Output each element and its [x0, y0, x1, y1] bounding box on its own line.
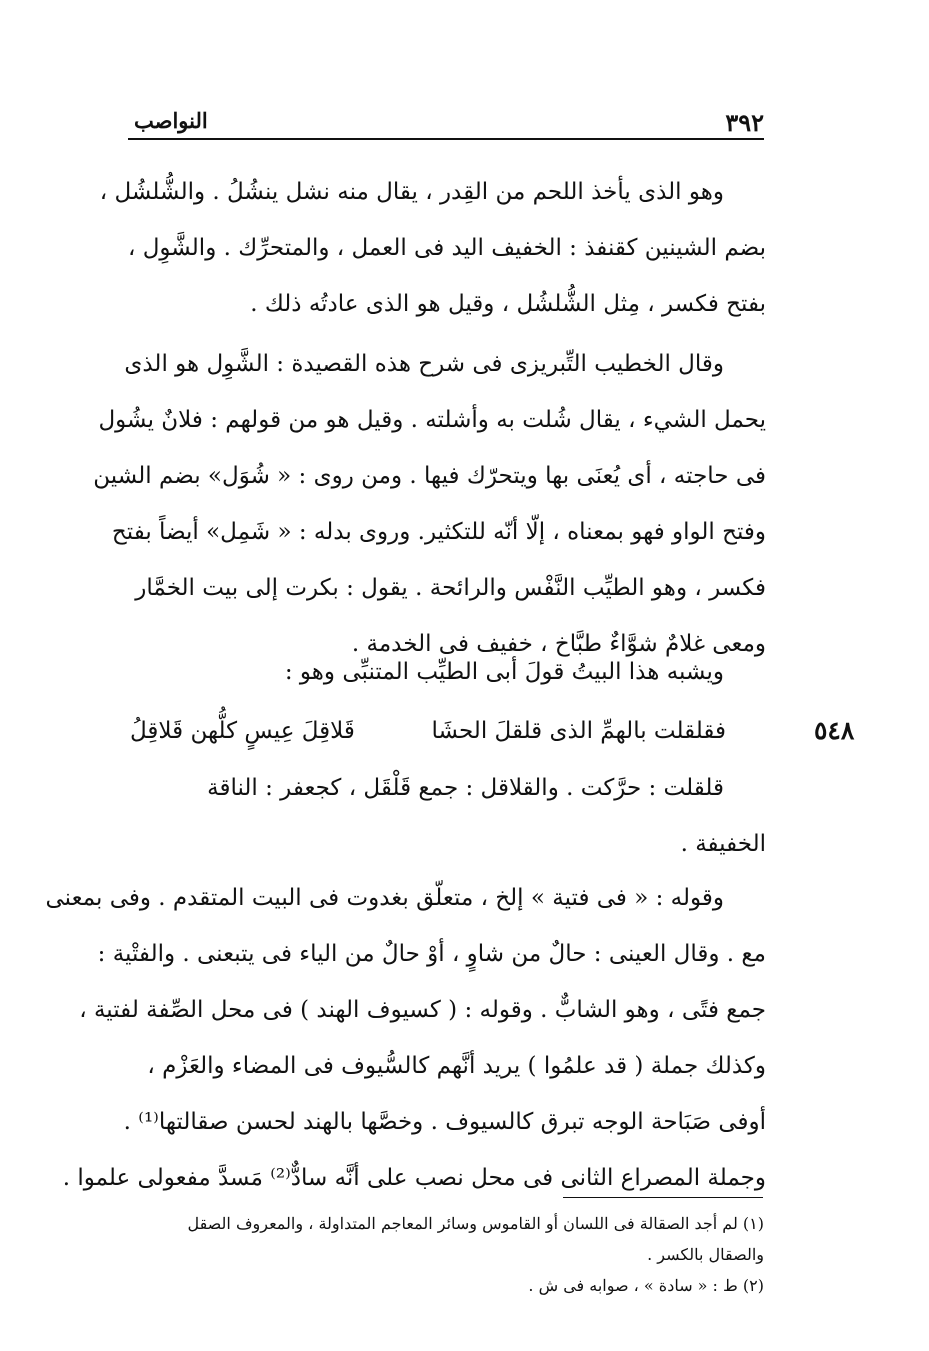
chapter-title: النواصب [134, 108, 208, 133]
text-line: فكسر ، وهو الطيِّب النَّفْس والرائحة . يقول : بكرت إلى بيت الخمَّار [135, 575, 766, 601]
text-line: وكذلك جملة ( قد علمُوا ) يريد أنَّهم كالسُّيوف فى المضاء والعَزْم ، [147, 1053, 766, 1079]
footnote-line: والصقال بالكسر . [647, 1245, 764, 1264]
text-line: وقوله : « فى فتية » إلخ ، متعلّق بغدوت فى البيت المتقدم . وفى بمعنى [45, 885, 724, 911]
text-line: قلقلت : حرَّكت . والقلاقل : جمع قَلْقَل ، كجعفر : الناقة [207, 775, 724, 801]
text-line: وفتح الواو فهو بمعناه ، إلّا أنّه للتكثير. وروى بدله : « شَمِل» أيضاً بفتح [111, 519, 766, 545]
text-line: أوفى صَبَاحة الوجه تبرق كالسيوف . وخصَّها بالهند لحسن صقالتها⁽¹⁾ . [123, 1109, 766, 1135]
header-rule [128, 138, 764, 140]
first-hemistich: فقلقلت بالهمِّ الذى قلقلَ الحشَا [431, 718, 726, 744]
text-line: وجملة المصراع الثانى فى محل نصب على أنَّه سادٌّ⁽²⁾ مَسدَّ مفعولى علموا . [62, 1165, 766, 1191]
text-line: ويشبه هذا البيتُ قولَ أبى الطيِّب المتنبِّى وهو : [284, 659, 724, 685]
text-line: مع . وقال العينى : حالٌ من شاوٍ ، أوْ حالٌ من الياء فى يتبعنى . والفتْية : [97, 941, 766, 967]
text-line: جمع فتًى ، وهو الشابٌّ . وقوله : ( كسيوف الهند ) فى محل الصِّفة لفتية ، [79, 997, 766, 1023]
page-header [128, 100, 764, 140]
text-line: بضم الشينين كقنفذ : الخفيف اليد فى العمل ، والمتحرِّك . والشَّوِل ، [127, 235, 766, 261]
text-line: وهو الذى يأخذ اللحم من القِدر ، يقال منه نشل ينشُلُ . والشُّلشُل ، [99, 179, 724, 205]
paragraph-4 [45, 870, 766, 1206]
second-hemistich: قَلاقِلَ عِيسٍ كلُّهن قَلاقِلُ [130, 718, 355, 744]
paragraph-3 [130, 760, 766, 872]
footnote-line: (٢) ط : « سادة » ، صوابه فى ش . [528, 1276, 764, 1295]
text-line: يحمل الشيء ، يقال شُلت به وأشلته . وقيل هو من قولهم : فلانٌ يشُول [98, 407, 766, 433]
text-line: ومعى غلامٌ شوَّاءٌ طبَّاخ ، خفيف فى الخدمة . [351, 631, 766, 657]
paragraph-1 [99, 164, 766, 332]
text-line: وقال الخطيب التِّبريزى فى شرح هذه القصيدة : الشَّوِل هو الذى [124, 351, 724, 377]
text-line: فى حاجته ، أى يُعنَى بها ويتحرّك فيها . ومن روى : « شُوَل» بضم الشين [93, 463, 766, 489]
paragraph-2 [93, 336, 766, 672]
footnotes [120, 1208, 764, 1301]
footnote-rule [563, 1197, 763, 1198]
text-line: الخفيفة . [680, 831, 766, 857]
poetry-verse [130, 703, 766, 759]
page-number: ٣٩٢ [725, 108, 764, 137]
text-line: بفتح فكسر ، مِثل الشُّلشُل ، وقيل هو الذى عادتُه ذلك . [250, 291, 766, 317]
margin-page-number: ٥٤٨ [814, 716, 855, 745]
verse-intro [130, 644, 766, 700]
footnote-line: (١) لم أجد الصقالة فى اللسان أو القاموس وسائر المعاجم المتداولة ، والمعروف الصقل [187, 1214, 764, 1233]
